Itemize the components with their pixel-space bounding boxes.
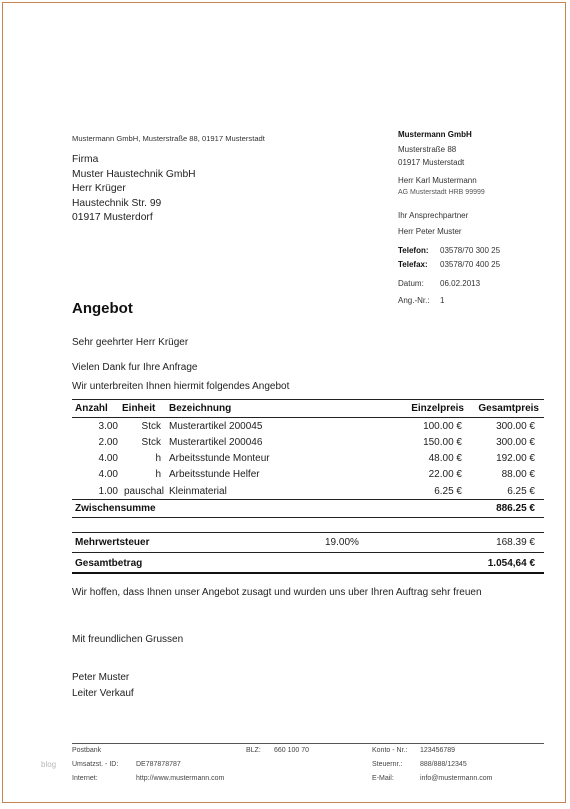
row-anzahl: 4.00 [98,453,118,464]
row-einzelpreis: 48.00 € [428,453,462,464]
recipient-line: Herr Krüger [72,183,126,195]
datum-value: 06.02.2013 [440,279,481,288]
row-gesamtpreis: 300.00 € [496,437,535,448]
row-einheit: Stck [141,421,161,432]
recipient-line: Firma [72,154,99,165]
footer-blz-value: 660 100 70 [274,747,310,754]
tax-value: 168.39 € [496,537,535,548]
company-city: 01917 Musterstadt [398,158,465,167]
contact-person: Herr Peter Muster [398,227,462,236]
datum-row [398,279,480,288]
footer-steuer-value: 888/888/12345 [420,761,467,768]
row-anzahl: 3.00 [98,421,118,432]
row-bezeichnung: Arbeitsstunde Monteur [169,453,270,464]
sender-return-line: Mustermann GmbH, Musterstraße 88, 01917 Musterstadt [72,134,265,143]
recipient-line: Muster Haustechnik GmbH [72,168,196,180]
row-einzelpreis: 22.00 € [428,469,462,480]
row-einzelpreis: 150.00 € [423,437,462,448]
intro-line-2: Wir unterbreiten Ihnen hiermit folgendes Angebot [72,381,290,392]
header-einheit: Einheit [122,403,156,414]
watermark-text: blog [41,760,57,769]
subtotal-bottom-rule [72,517,544,518]
row-gesamtpreis: 6.25 € [507,486,535,497]
footer-konto-value: 123456789 [420,747,456,754]
footer-ust-label: Umsatzst. - ID: [72,761,119,768]
row-gesamtpreis: 300.00 € [496,421,535,432]
total-value: 1.054,64 € [487,558,535,569]
row-einheit: Stck [141,437,161,448]
recipient-line: 01917 Musterdorf [72,212,153,224]
total-bottom-rule [72,572,544,574]
footer-email-link[interactable]: info@mustermann.com [420,775,493,782]
document-page [2,2,566,803]
recipient-address [72,153,196,226]
telefax-label: Telefax: [398,260,428,269]
regards: Mit freundlichen Grussen [72,634,184,645]
telefax-row [398,260,500,269]
closing-text: Wir hoffen, dass Ihnen unser Angebot zusagt und wurden uns uber Ihren Auftrag sehr freuen [72,587,482,598]
subtotal-label: Zwischensumme [75,503,156,514]
row-bezeichnung: Kleinmaterial [169,486,227,497]
intro-line-1: Vielen Dank fur Ihre Anfrage [72,362,198,373]
footer-email-label: E-Mail: [372,775,394,782]
table-top-rule [72,399,544,400]
company-ceo: Herr Karl Mustermann [398,176,477,185]
company-street: Musterstraße 88 [398,145,457,154]
footer-internet-link[interactable]: http://www.mustermann.com [136,775,225,782]
company-name: Mustermann GmbH [398,130,472,139]
telefon-row [398,246,500,255]
datum-label: Datum: [398,279,424,288]
header-einzelpreis: Einzelpreis [411,403,464,414]
row-anzahl: 1.00 [98,486,118,497]
row-bezeichnung: Musterartikel 200045 [169,421,263,432]
tax-top-rule [72,532,544,533]
greeting: Sehr geehrter Herr Krüger [72,337,189,348]
row-einheit: pauschal [123,486,164,497]
row-einzelpreis: 100.00 € [423,421,462,432]
row-bezeichnung: Musterartikel 200046 [169,437,263,448]
row-einheit: h [155,453,161,464]
tax-label: Mehrwertsteuer [75,537,150,548]
tax-rate: 19.00% [325,537,359,548]
footer-internet-label: Internet: [72,775,98,782]
subtotal-value: 886.25 € [496,503,535,514]
footer-konto-label: Konto - Nr.: [372,747,408,754]
footer-steuer-label: Steuernr.: [372,761,403,768]
row-einheit: h [155,469,161,480]
total-top-rule [72,552,544,553]
row-bezeichnung: Arbeitsstunde Helfer [169,469,260,480]
header-bezeichnung: Bezeichnung [169,403,232,414]
telefon-label: Telefon: [398,246,429,255]
row-einzelpreis: 6.25 € [434,486,462,497]
contact-heading: Ihr Ansprechpartner [398,211,469,220]
row-anzahl: 2.00 [98,437,118,448]
telefax-value: 03578/70 400 25 [440,260,501,269]
angebot-number-value: 1 [440,296,445,305]
recipient-line: Haustechnik Str. 99 [72,197,162,209]
total-label: Gesamtbetrag [75,558,143,569]
angebot-number-label: Ang.-Nr.: [398,296,430,305]
footer-ust-value: DE787878787 [136,761,181,768]
signer-title: Leiter Verkauf [72,688,134,699]
subtotal-rule [72,499,544,500]
footer-blz-label: BLZ: [246,747,261,754]
footer-bank-label: Postbank [72,747,102,754]
footer [72,743,544,782]
row-gesamtpreis: 88.00 € [501,469,535,480]
document-title: Angebot [72,300,133,317]
telefon-value: 03578/70 300 25 [440,246,501,255]
header-rule [72,417,544,418]
row-anzahl: 4.00 [98,469,118,480]
company-register: AG Musterstadt HRB 99999 [398,189,485,196]
header-gesamtpreis: Gesamtpreis [478,403,539,414]
angebot-number-row [398,296,444,305]
row-gesamtpreis: 192.00 € [496,453,535,464]
signer-name: Peter Muster [72,672,130,683]
header-anzahl: Anzahl [75,403,108,414]
